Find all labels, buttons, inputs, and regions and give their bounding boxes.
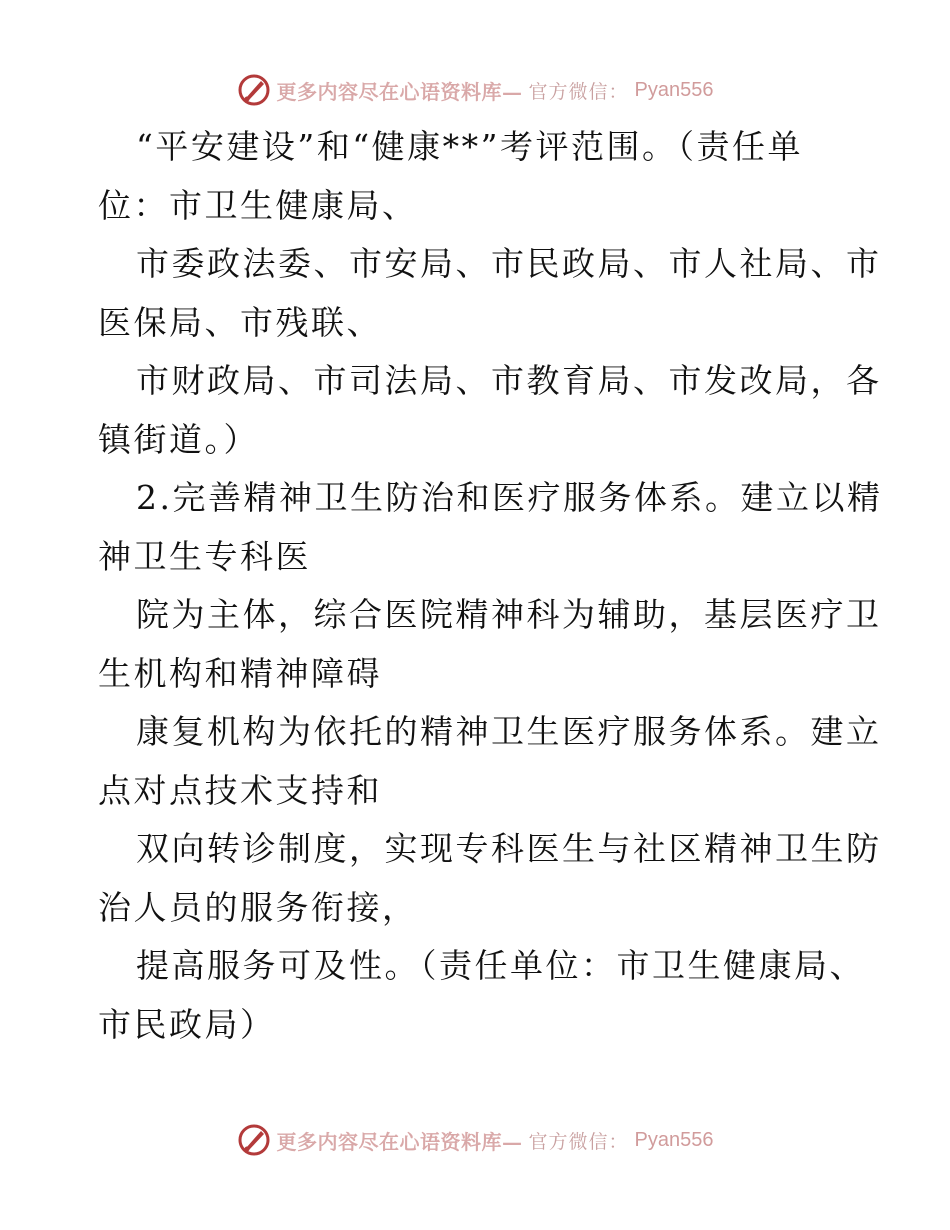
quill-logo-icon	[237, 73, 271, 107]
body-line: 生机构和精神障碍	[98, 653, 382, 693]
body-line: 治人员的服务衔接，	[98, 887, 418, 927]
footer-wechat-id: Pyan556	[634, 1128, 714, 1151]
body-line: 康复机构为依托的精神卫生医疗服务体系。建立	[136, 712, 882, 751]
body-line: 院为主体，综合医院精神科为辅助，基层医疗卫	[136, 595, 882, 634]
footer-wechat-label: 官方微信：	[528, 1130, 629, 1153]
header-wechat-id: Pyan556	[634, 78, 714, 101]
document-body	[98, 118, 883, 1054]
body-line: 位：市卫生健康局、	[98, 185, 418, 225]
header-watermark-text: 更多内容尽在心语资料库—	[276, 79, 523, 104]
header-watermark-banner	[0, 70, 950, 110]
body-line: 镇街道。）	[98, 419, 259, 459]
body-line: 神卫生专科医	[98, 536, 311, 576]
body-line: 点对点技术支持和	[98, 770, 382, 810]
quill-logo-icon	[237, 1123, 271, 1157]
body-line: 双向转诊制度，实现专科医生与社区精神卫生防	[136, 829, 882, 868]
body-line: 市财政局、市司法局、市教育局、市发改局，各	[136, 361, 882, 400]
footer-watermark-banner	[0, 1120, 950, 1160]
footer-watermark-text: 更多内容尽在心语资料库—	[276, 1129, 523, 1154]
body-line: 市委政法委、市安局、市民政局、市人社局、市	[136, 244, 882, 283]
body-line: “平安建设”和“健康**”考评范围。（责任单	[136, 127, 803, 166]
header-wechat-label: 官方微信：	[528, 80, 629, 103]
body-line: 市民政局）	[98, 1004, 276, 1044]
body-line: 医保局、市残联、	[98, 302, 382, 342]
body-line: 提高服务可及性。（责任单位：市卫生健康局、	[136, 946, 865, 985]
body-line: 2.完善精神卫生防治和医疗服务体系。建立以精	[136, 478, 883, 517]
